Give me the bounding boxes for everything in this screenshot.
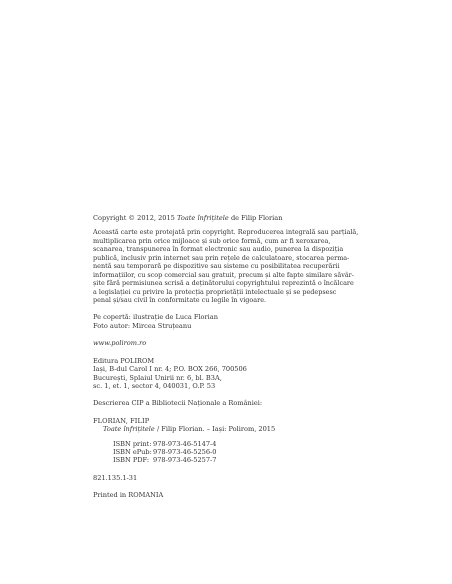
- legal-notice: [93, 228, 359, 304]
- legal-line: publică, inclusiv prin internet sau prin rețele de calculatoare, stocarea perma-: [93, 253, 350, 262]
- cip-heading: Descrierea CIP a Bibliotecii Naționale a României:: [93, 399, 263, 408]
- spacer: [93, 465, 359, 474]
- isbn-value: 978-973-46-5147-4: [153, 439, 217, 448]
- spacer: [93, 348, 359, 357]
- cip-title: Toate înfrițitele: [103, 425, 155, 434]
- printed-in: Printed in ROMANIA: [93, 491, 164, 500]
- isbn-epub: [93, 448, 359, 456]
- legal-line: scanarea, transpunerea în format electronic sau audio, punerea la dispoziția: [93, 245, 344, 254]
- publisher-address-iasi: Iași, B-dul Carol I nr. 4; P.O. BOX 266, 700506: [93, 365, 247, 374]
- legal-line: penal și/sau civil în conformitate cu legile în vigoare.: [93, 296, 267, 305]
- publisher-name: Editura POLIROM: [93, 356, 155, 365]
- website-link[interactable]: www.polirom.ro: [93, 339, 147, 348]
- isbn-label: ISBN print:: [113, 439, 152, 448]
- spacer: [93, 408, 359, 417]
- spacer: [93, 330, 359, 339]
- legal-line: a legislației cu privire la protecția proprietății intelectuale și se pedepsesc: [93, 287, 337, 296]
- isbn-label: ISBN ePub:: [113, 447, 152, 456]
- spacer: [93, 390, 359, 399]
- classification-code: 821.135.1-31: [93, 473, 138, 482]
- photo-credit: Foto autor: Mircea Struțeanu: [93, 321, 192, 330]
- legal-line: șite fără permisiunea scrisă a deținătorului copyrightului reprezintă o încălcare: [93, 279, 354, 288]
- copyright-author: de Filip Florian: [230, 214, 283, 222]
- spacer: [93, 304, 359, 313]
- cip-entry-rest: / Filip Florian. – Iași: Polirom, 2015: [156, 425, 276, 434]
- copyright-line: [93, 214, 359, 222]
- spacer: [93, 482, 359, 491]
- publisher-address-bucuresti-2: sc. 1, et. 1, sector 4, 040031, O.P. 53: [93, 381, 216, 390]
- cip-author: FLORIAN, FILIP: [93, 416, 150, 425]
- isbn-label: ISBN PDF:: [113, 456, 150, 465]
- legal-line: informațiilor, cu scop comercial sau gratuit, precum și alte fapte similare săvâr-: [93, 270, 354, 279]
- cover-credit: Pe copertă: ilustrație de Luca Florian: [93, 313, 218, 322]
- copyright-page-content: [93, 214, 359, 500]
- isbn-value: 978-973-46-5256-0: [153, 447, 217, 456]
- cip-entry: [93, 425, 359, 433]
- publisher-address-bucuresti: București, Splaiul Unirii nr. 6, bl. B3A,: [93, 373, 222, 382]
- isbn-pdf: [93, 456, 359, 464]
- isbn-print: [93, 440, 359, 448]
- copyright-prefix: Copyright © 2012, 2015: [93, 214, 175, 222]
- legal-line: multiplicarea prin orice mijloace și sub orice formă, cum ar fi xeroxarea,: [93, 236, 331, 245]
- book-title: Toate înfrițitele: [177, 214, 229, 222]
- legal-line: Această carte este protejată prin copyright. Reproducerea integrală sau parțială,: [93, 228, 359, 237]
- legal-line: nentă sau temporară pe dispozitive sau sisteme cu posibilitatea recuperării: [93, 262, 340, 271]
- isbn-value: 978-973-46-5257-7: [153, 456, 217, 465]
